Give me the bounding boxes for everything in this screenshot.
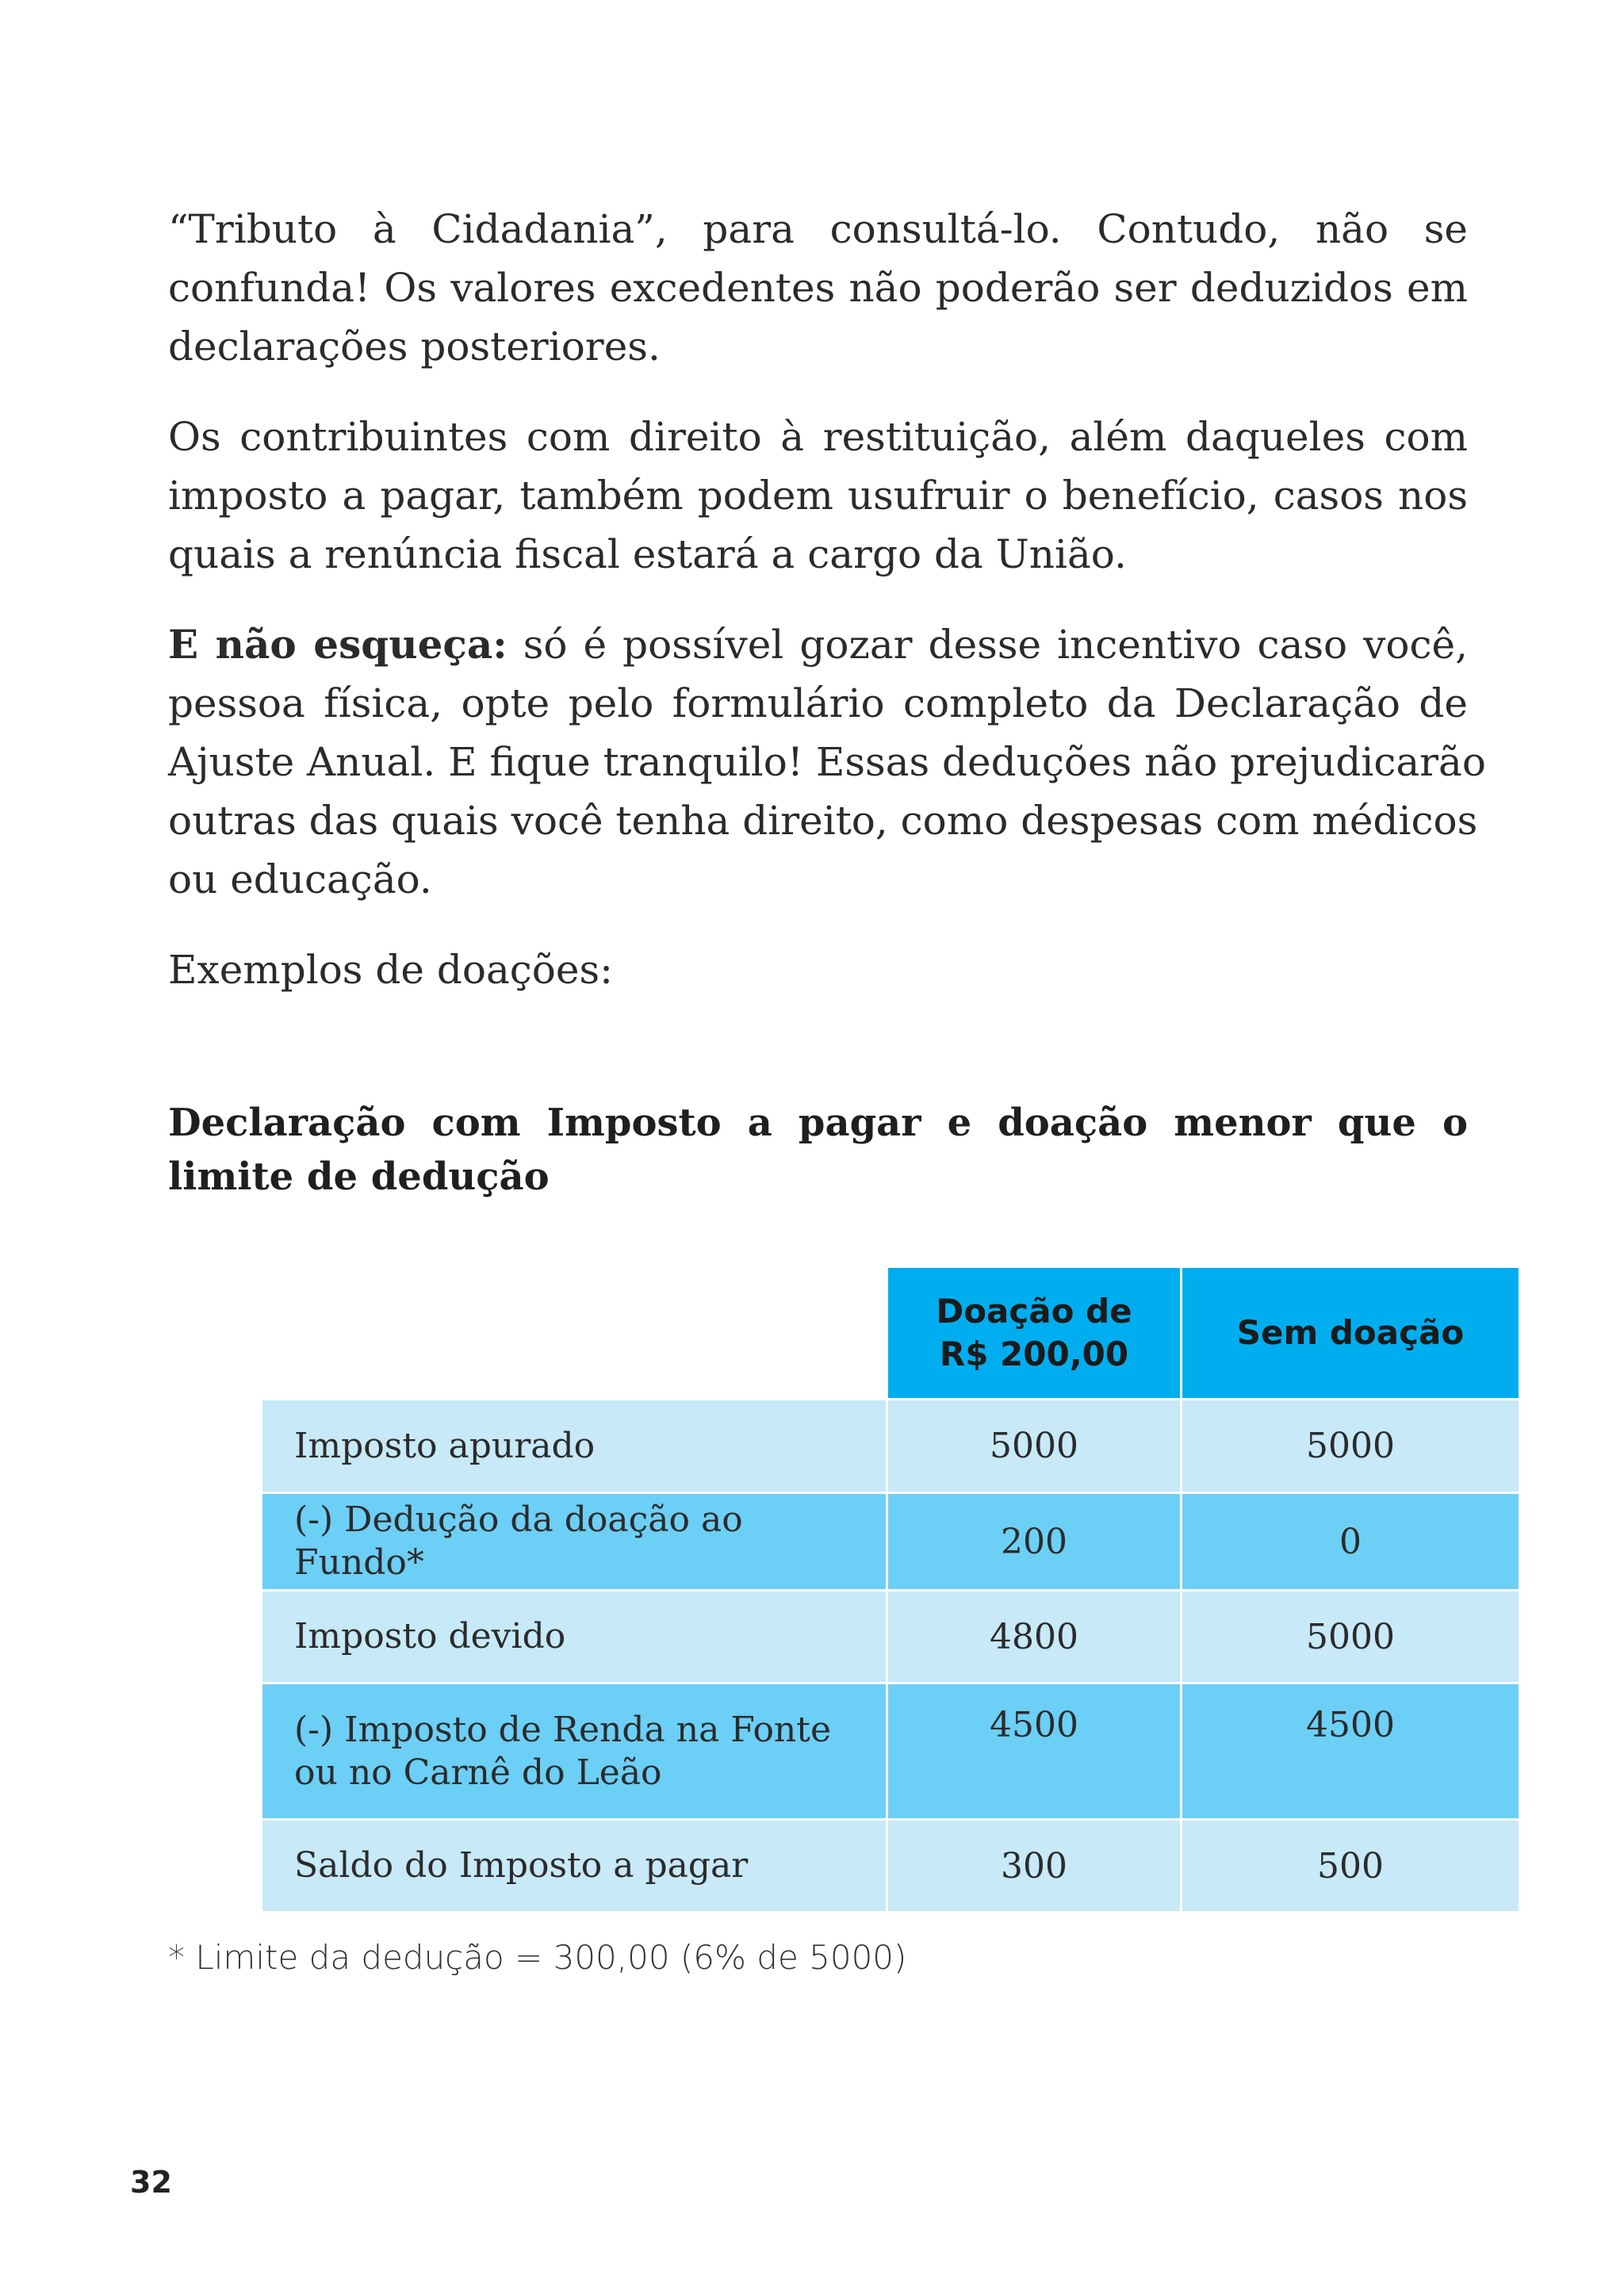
- value-com: 4800: [887, 1591, 1182, 1683]
- row-label: Saldo do Imposto a pagar: [262, 1820, 887, 1913]
- table-row: [262, 1591, 1520, 1683]
- table-row: [262, 1683, 1520, 1820]
- value-com: 300: [887, 1820, 1182, 1913]
- text-line: imposto a pagar, também podem usufruir o benefício, casos nos: [168, 473, 1468, 519]
- text-span: só é possível gozar desse incentivo caso você,: [507, 622, 1468, 668]
- text-line: Exemplos de doações:: [168, 947, 613, 993]
- paragraph-3: [168, 615, 1486, 909]
- page-number: 32: [130, 2165, 172, 2200]
- paragraph-2: [168, 408, 1468, 584]
- text-line: [168, 615, 1468, 674]
- value-sem: 0: [1182, 1493, 1520, 1591]
- emphasis: E não esqueça:: [168, 621, 508, 668]
- text-line: quais a renúncia fiscal estará a cargo da União.: [168, 531, 1127, 577]
- row-label: Imposto apurado: [262, 1400, 887, 1493]
- value-sem: 500: [1182, 1820, 1520, 1913]
- value-sem: 4500: [1182, 1683, 1520, 1820]
- text-line: outras das quais você tenha direito, como despesas com médicos: [168, 798, 1478, 844]
- row-label: (-) Dedução da doação ao Fundo*: [262, 1493, 887, 1591]
- row-label: Imposto devido: [262, 1591, 887, 1683]
- blank-header: [262, 1267, 887, 1400]
- text-line: Os contribuintes com direito à restituição, além daqueles com: [168, 414, 1468, 460]
- table-row: [262, 1400, 1520, 1493]
- table-row: [262, 1820, 1520, 1913]
- value-com: 5000: [887, 1400, 1182, 1493]
- table-heading: Declaração com Imposto a pagar e doação menor que o limite de dedução: [168, 1101, 1468, 1199]
- text-line: ou educação.: [168, 856, 432, 902]
- header-sem-doacao: Sem doação: [1182, 1267, 1520, 1400]
- table-header-row: [262, 1267, 1520, 1400]
- value-com: 200: [887, 1493, 1182, 1591]
- paragraph-1: [168, 200, 1468, 376]
- text-line: pessoa física, opte pelo formulário completo da Declaração de: [168, 680, 1468, 726]
- donation-table: [260, 1266, 1521, 1913]
- header-com-doacao: Doação de R$ 200,00: [887, 1267, 1182, 1400]
- table-row: [262, 1493, 1520, 1591]
- value-com: 4500: [887, 1683, 1182, 1820]
- footnote: * Limite da dedução = 300,00 (6% de 5000): [168, 1938, 907, 1977]
- value-sem: 5000: [1182, 1400, 1520, 1493]
- text-line: confunda! Os valores excedentes não poderão ser deduzidos em: [168, 265, 1468, 311]
- value-sem: 5000: [1182, 1591, 1520, 1683]
- text-line: Ajuste Anual. E fique tranquilo! Essas deduções não prejudicarão: [168, 739, 1486, 785]
- text-line: declarações posteriores.: [168, 324, 661, 370]
- text-line: “Tributo à Cidadania”, para consultá-lo. Contudo, não se: [168, 206, 1468, 252]
- paragraph-4: [168, 940, 1468, 999]
- row-label: (-) Imposto de Renda na Fonte ou no Carnê do Leão: [262, 1683, 887, 1820]
